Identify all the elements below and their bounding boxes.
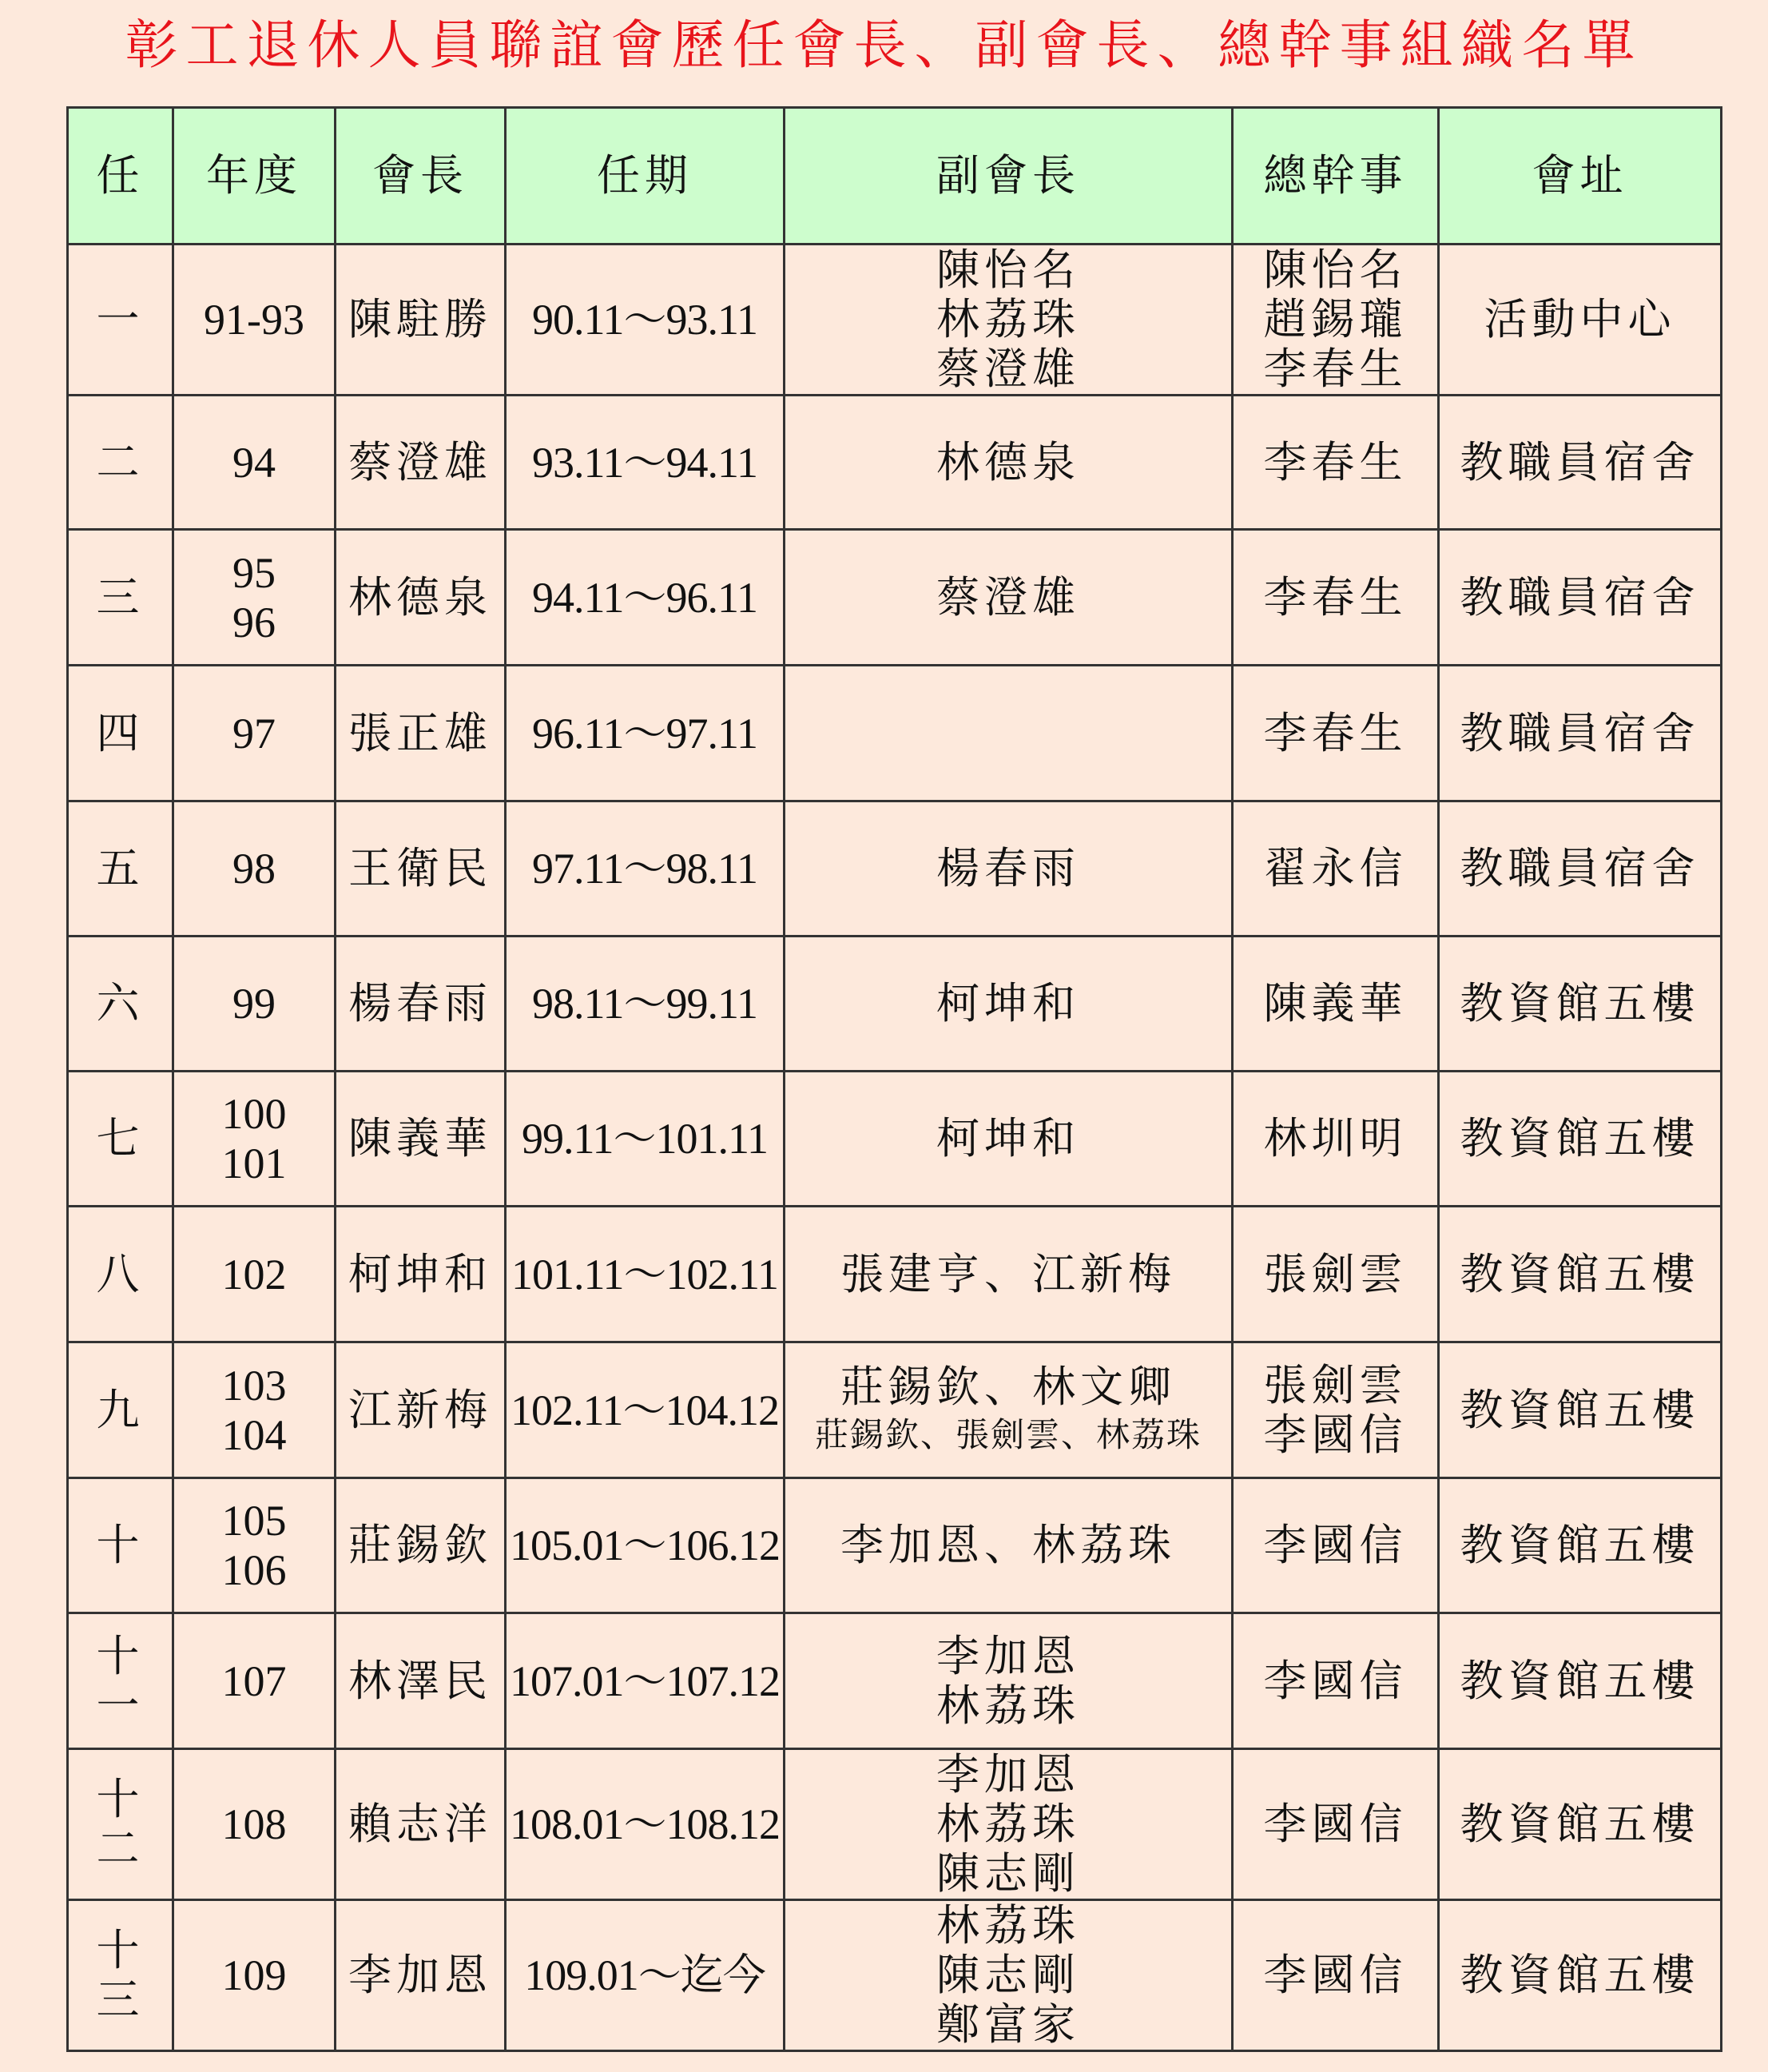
year-cell <box>173 666 336 801</box>
vice-president-cell-line: 柯坤和 <box>936 1113 1080 1163</box>
term-number <box>68 801 173 937</box>
term-number-line: 六 <box>96 978 145 1028</box>
year-cell-line: 109 <box>221 1951 287 1999</box>
vice-president-cell-line: 陳怡名 <box>936 245 1080 295</box>
term-number-line: 十 <box>96 1925 145 1975</box>
page-title: 彰工退休人員聯誼會歷任會長、副會長、總幹事組織名單 <box>125 14 1643 76</box>
secretary-cell <box>1233 1900 1439 2051</box>
secretary-cell <box>1233 1342 1439 1478</box>
table-row <box>68 666 1722 801</box>
year-cell <box>173 1072 336 1207</box>
term-number-line: 二 <box>96 436 145 487</box>
secretary-cell-line: 李國信 <box>1263 1520 1408 1570</box>
vice-president-cell-line: 蔡澄雄 <box>936 571 1080 622</box>
vice-president-cell <box>785 1342 1233 1478</box>
vice-president-cell-line: 楊春雨 <box>936 843 1080 893</box>
secretary-cell-line: 李春生 <box>1263 571 1408 622</box>
term-number <box>68 396 173 530</box>
header-year: 年度 <box>173 108 336 245</box>
president-cell: 莊錫欽 <box>336 1478 506 1613</box>
secretary-cell-line: 李國信 <box>1263 1655 1408 1706</box>
table-row <box>68 1613 1722 1749</box>
period-cell: 94.11～96.11 <box>506 530 785 666</box>
year-cell-line: 97 <box>232 709 276 758</box>
vice-president-cell <box>785 1478 1233 1613</box>
address-cell: 教職員宿舍 <box>1439 801 1722 937</box>
year-cell-line: 107 <box>221 1656 287 1705</box>
term-number-line: 三 <box>96 1975 145 2025</box>
secretary-cell <box>1233 1478 1439 1613</box>
president-cell: 江新梅 <box>336 1342 506 1478</box>
secretary-cell-line: 陳怡名 <box>1263 245 1408 295</box>
year-cell-line: 103 <box>221 1361 287 1410</box>
period-cell: 99.11～101.11 <box>506 1072 785 1207</box>
vice-president-cell-line: 林荔珠 <box>936 1680 1080 1731</box>
period-cell: 105.01～106.12 <box>506 1478 785 1613</box>
year-cell <box>173 1749 336 1900</box>
year-cell-line: 96 <box>232 598 276 646</box>
secretary-cell-line: 張劍雲 <box>1263 1248 1408 1299</box>
term-number-line: 五 <box>96 843 145 893</box>
table-row <box>68 530 1722 666</box>
vice-president-cell-line: 林德泉 <box>936 436 1080 487</box>
table-row <box>68 1072 1722 1207</box>
period-cell: 90.11～93.11 <box>506 245 785 396</box>
year-cell <box>173 245 336 396</box>
term-number-line: 四 <box>96 707 145 758</box>
table-row <box>68 1478 1722 1613</box>
vice-president-cell <box>785 801 1233 937</box>
term-number <box>68 1207 173 1342</box>
table-row <box>68 1207 1722 1342</box>
vice-president-cell-line: 李加恩 <box>936 1630 1080 1681</box>
secretary-cell-line: 李春生 <box>1263 707 1408 758</box>
term-number-line: 九 <box>96 1384 145 1435</box>
year-cell <box>173 1207 336 1342</box>
term-number-line: 七 <box>96 1113 145 1163</box>
period-cell: 107.01～107.12 <box>506 1613 785 1749</box>
president-cell: 蔡澄雄 <box>336 396 506 530</box>
year-cell <box>173 1613 336 1749</box>
address-cell: 教資館五樓 <box>1439 937 1722 1072</box>
vice-president-cell-line: 陳志剛 <box>936 1848 1080 1899</box>
president-cell: 張正雄 <box>336 666 506 801</box>
secretary-cell <box>1233 1613 1439 1749</box>
year-cell-line: 95 <box>232 548 276 597</box>
secretary-cell-line: 張劍雲 <box>1263 1359 1408 1410</box>
year-cell-line: 104 <box>221 1410 287 1459</box>
secretary-cell-line: 陳義華 <box>1263 978 1408 1028</box>
vice-president-cell <box>785 396 1233 530</box>
year-cell-line: 106 <box>221 1546 287 1594</box>
address-cell: 教資館五樓 <box>1439 1613 1722 1749</box>
header-period: 任期 <box>506 108 785 245</box>
secretary-cell <box>1233 666 1439 801</box>
president-cell: 柯坤和 <box>336 1207 506 1342</box>
president-cell: 李加恩 <box>336 1900 506 2051</box>
year-cell-line: 101 <box>221 1139 287 1187</box>
period-cell: 108.01～108.12 <box>506 1749 785 1900</box>
vice-president-cell-line: 蔡澄雄 <box>936 344 1080 394</box>
header-row <box>68 108 1722 245</box>
table-row <box>68 801 1722 937</box>
secretary-cell-line: 李國信 <box>1263 1950 1408 2000</box>
president-cell: 賴志洋 <box>336 1749 506 1900</box>
term-number-line: 三 <box>96 571 145 622</box>
vice-president-cell <box>785 245 1233 396</box>
year-cell <box>173 1342 336 1478</box>
vice-president-cell <box>785 1749 1233 1900</box>
year-cell-line: 98 <box>232 845 276 893</box>
president-cell: 王衛民 <box>336 801 506 937</box>
header-term-no: 任 <box>68 108 173 245</box>
president-cell: 陳駐勝 <box>336 245 506 396</box>
term-number <box>68 937 173 1072</box>
address-cell: 教職員宿舍 <box>1439 530 1722 666</box>
vice-president-cell-line: 柯坤和 <box>936 978 1080 1028</box>
year-cell-line: 91-93 <box>204 296 304 344</box>
year-cell-line: 99 <box>232 980 276 1028</box>
period-cell: 96.11～97.11 <box>506 666 785 801</box>
vice-president-cell-line: 林荔珠 <box>936 294 1080 344</box>
header-secretary: 總幹事 <box>1233 108 1439 245</box>
table-row <box>68 1342 1722 1478</box>
vice-president-cell <box>785 937 1233 1072</box>
secretary-cell <box>1233 396 1439 530</box>
vice-president-cell-line: 張建亨、江新梅 <box>840 1248 1176 1299</box>
vice-president-cell <box>785 1613 1233 1749</box>
vice-president-cell-line: 林荔珠 <box>936 1900 1080 1951</box>
secretary-cell-line: 李春生 <box>1263 344 1408 394</box>
secretary-cell <box>1233 245 1439 396</box>
vice-president-cell-line: 李加恩 <box>936 1749 1080 1800</box>
term-number <box>68 1072 173 1207</box>
year-cell <box>173 937 336 1072</box>
year-cell-line: 108 <box>221 1800 287 1848</box>
vice-president-cell <box>785 530 1233 666</box>
year-cell-line: 100 <box>221 1090 287 1138</box>
secretary-cell <box>1233 1072 1439 1207</box>
term-number <box>68 1749 173 1900</box>
year-cell-line: 94 <box>232 438 276 487</box>
term-number-line: 十 <box>96 1630 145 1681</box>
roster-body <box>68 245 1722 2051</box>
vice-president-cell-line: 鄭富家 <box>936 1999 1080 2050</box>
period-cell: 93.11～94.11 <box>506 396 785 530</box>
header-vice-president: 副會長 <box>785 108 1233 245</box>
address-cell: 教資館五樓 <box>1439 1072 1722 1207</box>
vice-president-cell-line: 莊錫欽、張劍雲、林荔珠 <box>814 1414 1202 1454</box>
address-cell: 活動中心 <box>1439 245 1722 396</box>
secretary-cell-line: 翟永信 <box>1263 843 1408 893</box>
term-number-line: 十 <box>96 1520 145 1570</box>
vice-president-cell <box>785 666 1233 801</box>
vice-president-cell-line: 李加恩、林荔珠 <box>840 1520 1176 1570</box>
address-cell: 教資館五樓 <box>1439 1478 1722 1613</box>
year-cell <box>173 801 336 937</box>
address-cell: 教職員宿舍 <box>1439 396 1722 530</box>
vice-president-cell-line: 莊錫欽、林文卿 <box>840 1361 1176 1412</box>
term-number <box>68 666 173 801</box>
term-number-line: 二 <box>96 1823 145 1874</box>
year-cell <box>173 396 336 530</box>
secretary-cell <box>1233 937 1439 1072</box>
address-cell: 教職員宿舍 <box>1439 666 1722 801</box>
term-number <box>68 1342 173 1478</box>
table-row <box>68 937 1722 1072</box>
period-cell: 102.11～104.12 <box>506 1342 785 1478</box>
vice-president-cell-line: 林荔珠 <box>936 1799 1080 1849</box>
address-cell: 教資館五樓 <box>1439 1342 1722 1478</box>
address-cell: 教資館五樓 <box>1439 1900 1722 2051</box>
year-cell <box>173 1478 336 1613</box>
term-number-line: 十 <box>96 1774 145 1824</box>
secretary-cell <box>1233 530 1439 666</box>
term-number-line: 八 <box>96 1248 145 1299</box>
secretary-cell-line: 趙錫瓏 <box>1263 294 1408 344</box>
period-cell: 101.11～102.11 <box>506 1207 785 1342</box>
vice-president-cell <box>785 1072 1233 1207</box>
header-president: 會長 <box>336 108 506 245</box>
term-number <box>68 1613 173 1749</box>
secretary-cell <box>1233 801 1439 937</box>
roster-table <box>66 106 1722 2052</box>
term-number <box>68 1900 173 2051</box>
term-number <box>68 530 173 666</box>
secretary-cell-line: 林圳明 <box>1263 1113 1408 1163</box>
header-address: 會址 <box>1439 108 1722 245</box>
secretary-cell <box>1233 1749 1439 1900</box>
vice-president-cell <box>785 1207 1233 1342</box>
secretary-cell <box>1233 1207 1439 1342</box>
table-row <box>68 1749 1722 1900</box>
table-row <box>68 245 1722 396</box>
table-row <box>68 396 1722 530</box>
secretary-cell-line: 李春生 <box>1263 436 1408 487</box>
vice-president-cell <box>785 1900 1233 2051</box>
president-cell: 陳義華 <box>336 1072 506 1207</box>
year-cell-line: 102 <box>221 1250 287 1298</box>
term-number <box>68 245 173 396</box>
period-cell: 109.01～迄今 <box>506 1900 785 2051</box>
address-cell: 教資館五樓 <box>1439 1749 1722 1900</box>
address-cell: 教資館五樓 <box>1439 1207 1722 1342</box>
year-cell-line: 105 <box>221 1497 287 1545</box>
period-cell: 97.11～98.11 <box>506 801 785 937</box>
term-number-line: 一 <box>96 294 145 344</box>
president-cell: 林德泉 <box>336 530 506 666</box>
president-cell: 楊春雨 <box>336 937 506 1072</box>
president-cell: 林澤民 <box>336 1613 506 1749</box>
year-cell <box>173 530 336 666</box>
table-row <box>68 1900 1722 2051</box>
secretary-cell-line: 李國信 <box>1263 1799 1408 1849</box>
year-cell <box>173 1900 336 2051</box>
period-cell: 98.11～99.11 <box>506 937 785 1072</box>
vice-president-cell-line: 陳志剛 <box>936 1950 1080 2000</box>
secretary-cell-line: 李國信 <box>1263 1409 1408 1460</box>
term-number-line: 一 <box>96 1680 145 1731</box>
term-number <box>68 1478 173 1613</box>
